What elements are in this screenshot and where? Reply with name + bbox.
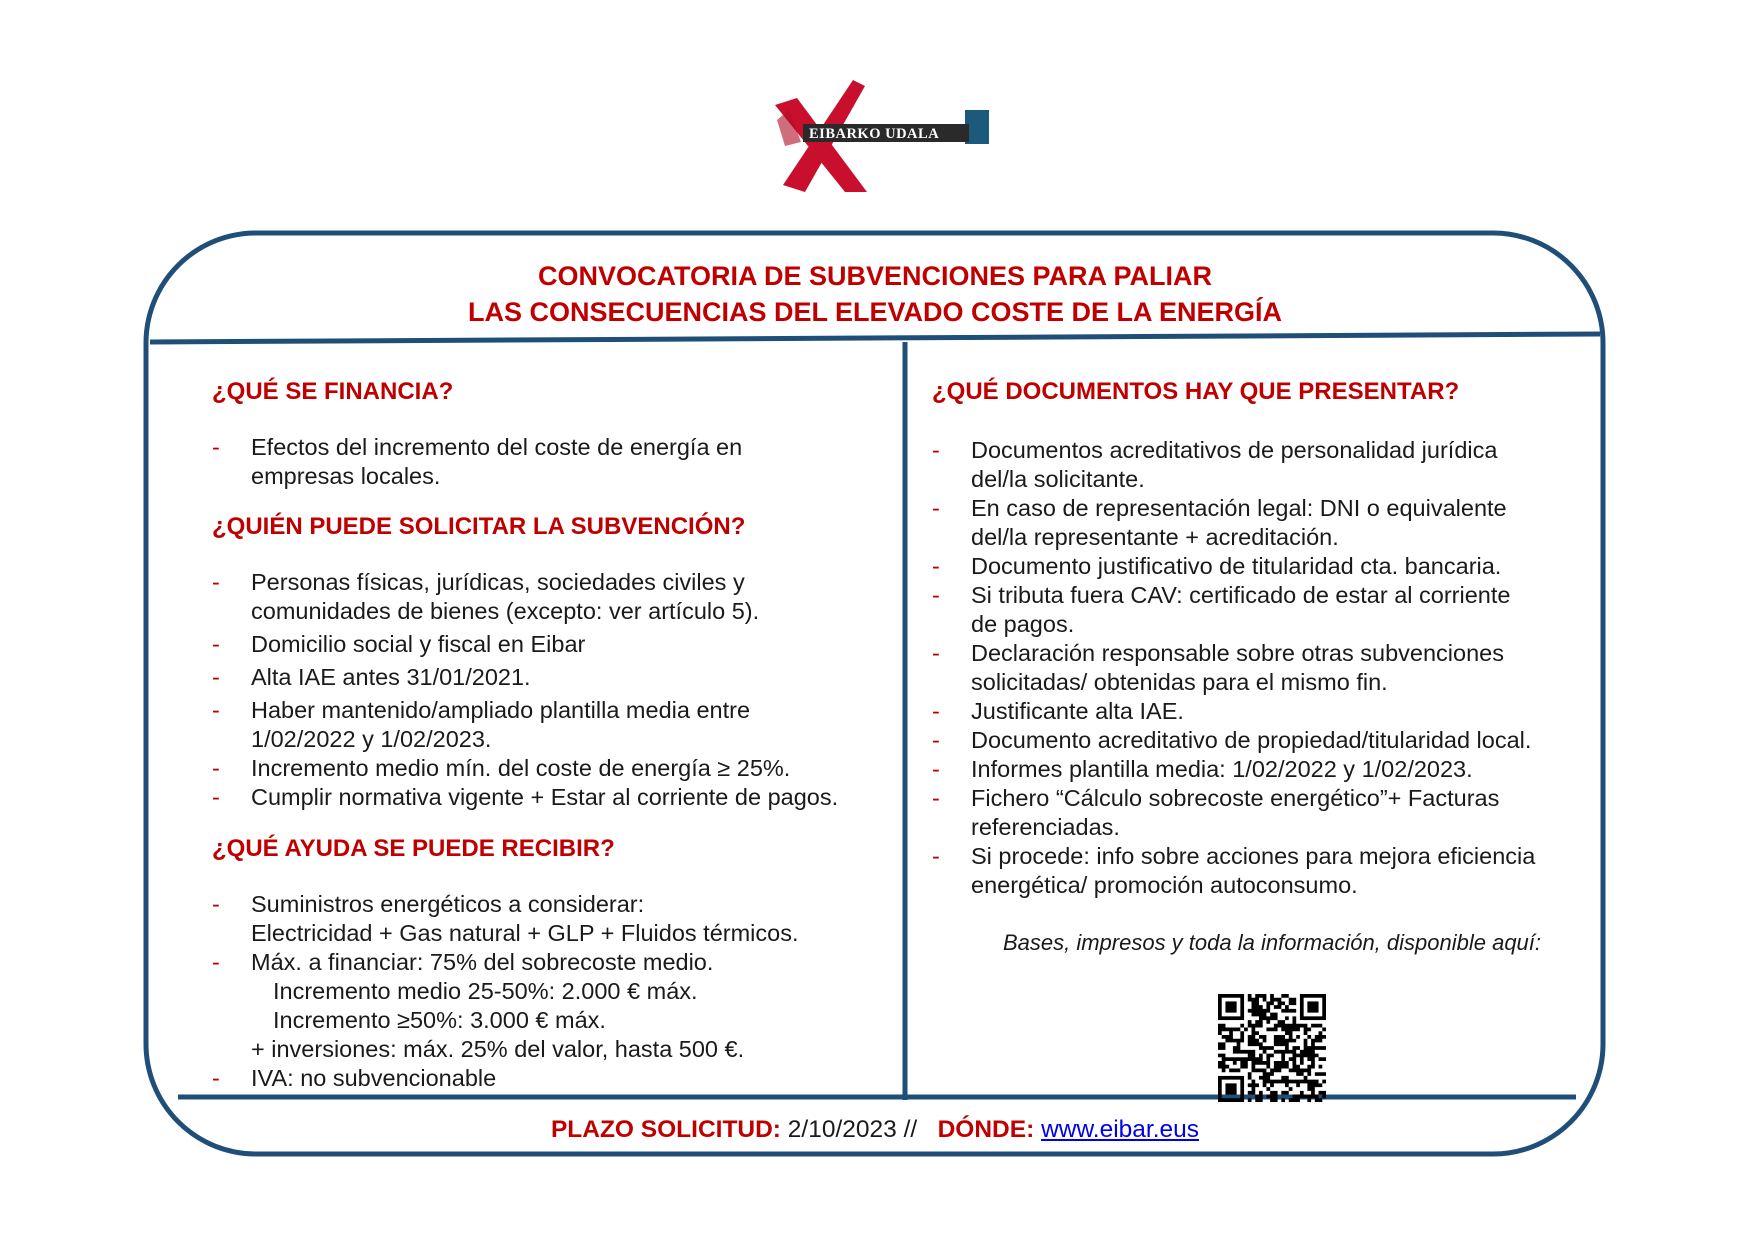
dash-icon: -: [212, 631, 220, 657]
dash-icon: -: [932, 843, 940, 869]
list-item: - Documento justificativo de titularidad cta. bancaria.: [932, 553, 1502, 579]
logo-text: EIBARKO UDALA: [809, 126, 940, 142]
list-item: - Declaración responsable sobre otras subvenciones solicitadas/ obtenidas para el mismo fin.: [932, 640, 1504, 695]
heading-que-se-financia: ¿QUÉ SE FINANCIA?: [212, 378, 454, 405]
info-note: Bases, impresos y toda la información, disponible aquí:: [1002, 930, 1542, 955]
list-item: - Domicilio social y fiscal en Eibar: [212, 631, 586, 657]
heading-quien-puede-solicitar: ¿QUIÉN PUEDE SOLICITAR LA SUBVENCIÓN?: [212, 513, 746, 540]
dash-icon: -: [212, 784, 220, 810]
dash-icon: -: [932, 640, 940, 666]
list-documentos: [932, 436, 1612, 900]
list-item: - Suministros energéticos a considerar: Electricidad + Gas natural + GLP + Fluidos térmicos.: [212, 891, 799, 946]
qr-code-icon[interactable]: [1218, 994, 1326, 1102]
list-item: - Máx. a financiar: 75% del sobrecoste medio. Incremento medio 25-50%: 2.000 € máx. Incremento ≥50%: 3.000 € máx. + inversiones: máx. 25% del valor, hasta 500 €.: [212, 949, 745, 1062]
heading-que-documentos: ¿QUÉ DOCUMENTOS HAY QUE PRESENTAR?: [932, 378, 1460, 405]
eibar-website-link[interactable]: www.eibar.eus: [1041, 1116, 1200, 1143]
dash-icon: -: [932, 756, 940, 782]
list-financia: [212, 433, 902, 491]
list-item: - Si tributa fuera CAV: certificado de estar al corriente de pagos.: [932, 582, 1511, 637]
list-item: - IVA: no subvencionable: [212, 1065, 497, 1091]
dash-icon: -: [932, 785, 940, 811]
right-column: [932, 378, 1612, 1102]
plazo-label: PLAZO SOLICITUD:: [550, 1116, 781, 1143]
title-divider: [150, 334, 1600, 342]
list-item: - Justificante alta IAE.: [932, 698, 1184, 724]
page-title: [150, 258, 1600, 330]
list-item: - Alta IAE antes 31/01/2021.: [212, 664, 531, 690]
dash-icon: -: [932, 553, 940, 579]
eibarko-udala-logo: [775, 80, 1005, 192]
dash-icon: -: [932, 437, 940, 463]
plazo-value: 2/10/2023 //: [787, 1116, 918, 1143]
dash-icon: -: [932, 727, 940, 753]
dash-icon: -: [932, 495, 940, 521]
donde-label: DÓNDE:: [937, 1116, 1035, 1143]
dash-icon: -: [212, 891, 220, 917]
dash-icon: -: [212, 664, 220, 690]
dash-icon: -: [932, 698, 940, 724]
left-column: [212, 378, 902, 1093]
dash-icon: -: [212, 569, 220, 595]
list-item: - Personas físicas, jurídicas, sociedades civiles y comunidades de bienes (excepto: ver artículo 5).: [212, 569, 760, 624]
list-item: - Haber mantenido/ampliado plantilla media entre 1/02/2022 y 1/02/2023.: [212, 697, 751, 752]
footer-deadline: [150, 1116, 1600, 1144]
list-item: - Efectos del incremento del coste de energía en empresas locales.: [212, 434, 743, 489]
list-item: - En caso de representación legal: DNI o equivalente del/la representante + acreditación.: [932, 495, 1507, 550]
list-item: - Documentos acreditativos de personalidad jurídica del/la solicitante.: [932, 437, 1498, 492]
title-line-2: LAS CONSECUENCIAS DEL ELEVADO COSTE DE LA ENERGÍA: [467, 297, 1283, 327]
list-item: - Cumplir normativa vigente + Estar al corriente de pagos.: [212, 784, 839, 810]
list-item: - Fichero “Cálculo sobrecoste energético”+ Facturas referenciadas.: [932, 785, 1500, 840]
dash-icon: -: [932, 582, 940, 608]
list-item: - Si procede: info sobre acciones para mejora eficiencia energética/ promoción autoconsumo.: [932, 843, 1536, 898]
heading-que-ayuda: ¿QUÉ AYUDA SE PUEDE RECIBIR?: [212, 835, 615, 862]
dash-icon: -: [212, 1065, 220, 1091]
list-quien: [212, 568, 902, 812]
list-item: - Incremento medio mín. del coste de energía ≥ 25%.: [212, 755, 791, 781]
dash-icon: -: [212, 434, 220, 460]
list-item: - Documento acreditativo de propiedad/titularidad local.: [932, 727, 1532, 753]
title-line-1: CONVOCATORIA DE SUBVENCIONES PARA PALIAR: [537, 261, 1213, 291]
dash-icon: -: [212, 697, 220, 723]
list-ayuda: [212, 890, 902, 1093]
list-item: - Informes plantilla media: 1/02/2022 y 1/02/2023.: [932, 756, 1473, 782]
dash-icon: -: [212, 949, 220, 975]
dash-icon: -: [212, 755, 220, 781]
